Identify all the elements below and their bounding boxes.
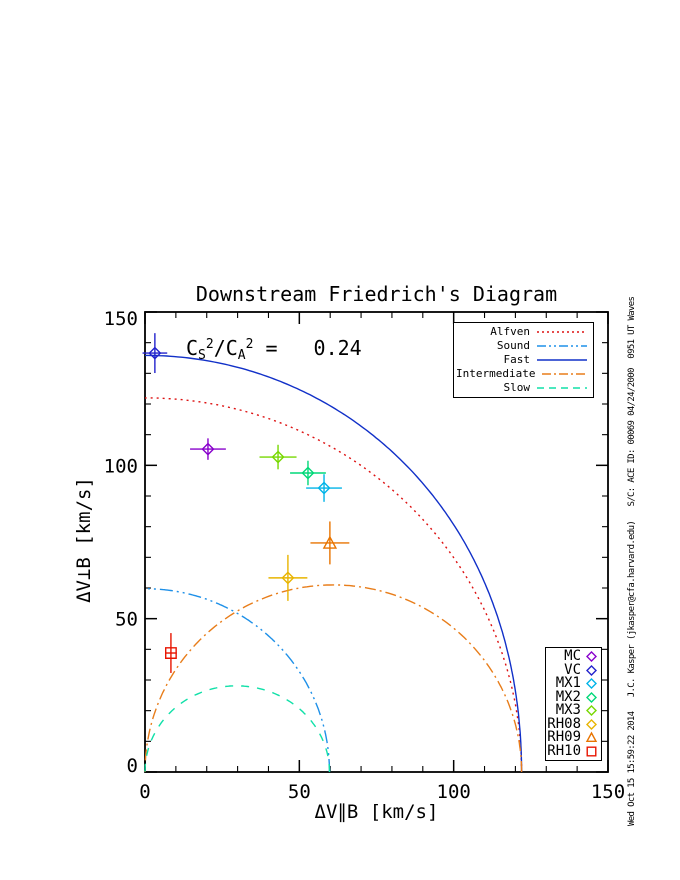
annotation-sup-2a: 2: [205, 337, 214, 352]
legend-line-sample: [537, 384, 587, 392]
annotation-c1: C: [186, 336, 199, 360]
data-point-rh09: [310, 521, 349, 564]
curve-sound: [145, 589, 330, 772]
diamond-icon: [585, 664, 598, 677]
data-point-vc: [143, 333, 168, 373]
annotation-sub-s: S: [198, 348, 206, 363]
legend-label: RH09: [547, 729, 581, 746]
diamond-icon: [585, 650, 598, 663]
legend-label: Intermediate: [456, 367, 536, 380]
legend-label: VC: [564, 661, 581, 678]
legend-entry-rh10: [546, 742, 598, 759]
diamond-icon: [585, 691, 598, 704]
legend-label: Alfven: [490, 325, 530, 338]
annotation-sup-2b: 2: [245, 337, 254, 352]
curve-slow: [145, 686, 330, 772]
data-point-mx3: [260, 445, 297, 470]
legend-label: Slow: [503, 381, 530, 394]
diamond-icon: [585, 718, 598, 731]
data-point-rh10: [165, 633, 177, 673]
legend-entry-intermediate: [456, 367, 587, 381]
plot-credit-text: Wed Oct 15 15:59:22 2014 J.C. Kasper (jkasper@cfa.harvard.edu) S/C: ACE ID: 00069 04/24/2000 0951 UT Waves: [627, 296, 637, 826]
legend-entry-slow: [456, 381, 587, 395]
annotation-equals: =: [265, 336, 278, 360]
x-tick-label: 100: [436, 781, 471, 803]
annotation-value: 0.24: [313, 336, 362, 360]
legend-label: MX2: [555, 688, 581, 705]
square-icon: [585, 745, 598, 758]
triangle-icon: [585, 731, 598, 744]
y-tick-label: 100: [103, 455, 138, 478]
y-tick-label: 150: [103, 308, 138, 330]
legend-entry-alfven: [456, 325, 587, 339]
legend-line-sample: [537, 328, 587, 336]
legend-line-sample: [537, 356, 587, 364]
cs-ca-ratio-annotation: [186, 336, 362, 363]
x-tick-label: 0: [139, 781, 151, 803]
y-axis-label: ΔV⊥B [km/s]: [73, 477, 95, 603]
data-point-mx2: [290, 461, 326, 486]
annotation-sub-a: A: [237, 348, 246, 363]
legend-label: RH10: [547, 742, 581, 759]
data-point-mx1: [306, 474, 342, 502]
y-tick-label: 0: [126, 755, 138, 777]
curve-fast: [145, 355, 522, 772]
mode-curves-legend: [453, 322, 594, 398]
legend-entry-sound: [456, 339, 587, 353]
x-axis-label: ΔV∥B [km/s]: [314, 801, 439, 823]
y-tick-label: 50: [115, 608, 138, 631]
curve-intermediate: [145, 585, 522, 772]
data-point-mc: [190, 438, 226, 459]
legend-line-sample: [537, 342, 587, 350]
x-tick-label: 50: [287, 781, 311, 803]
chart-title: Downstream Friedrich's Diagram: [195, 282, 558, 306]
legend-line-sample: [542, 370, 587, 378]
legend-label: MX3: [555, 702, 581, 719]
diamond-icon: [585, 704, 598, 717]
x-tick-label: 150: [590, 781, 626, 803]
diamond-icon: [585, 677, 598, 690]
legend-label: Fast: [503, 353, 530, 366]
legend-label: Sound: [496, 339, 530, 352]
data-point-rh08: [268, 555, 307, 601]
legend-label: RH08: [547, 715, 581, 732]
legend-label: MX1: [555, 675, 581, 692]
event-series-legend: [545, 647, 602, 761]
legend-entry-fast: [456, 353, 587, 367]
legend-label: MC: [564, 648, 581, 665]
annotation-c2: /C: [213, 336, 238, 360]
